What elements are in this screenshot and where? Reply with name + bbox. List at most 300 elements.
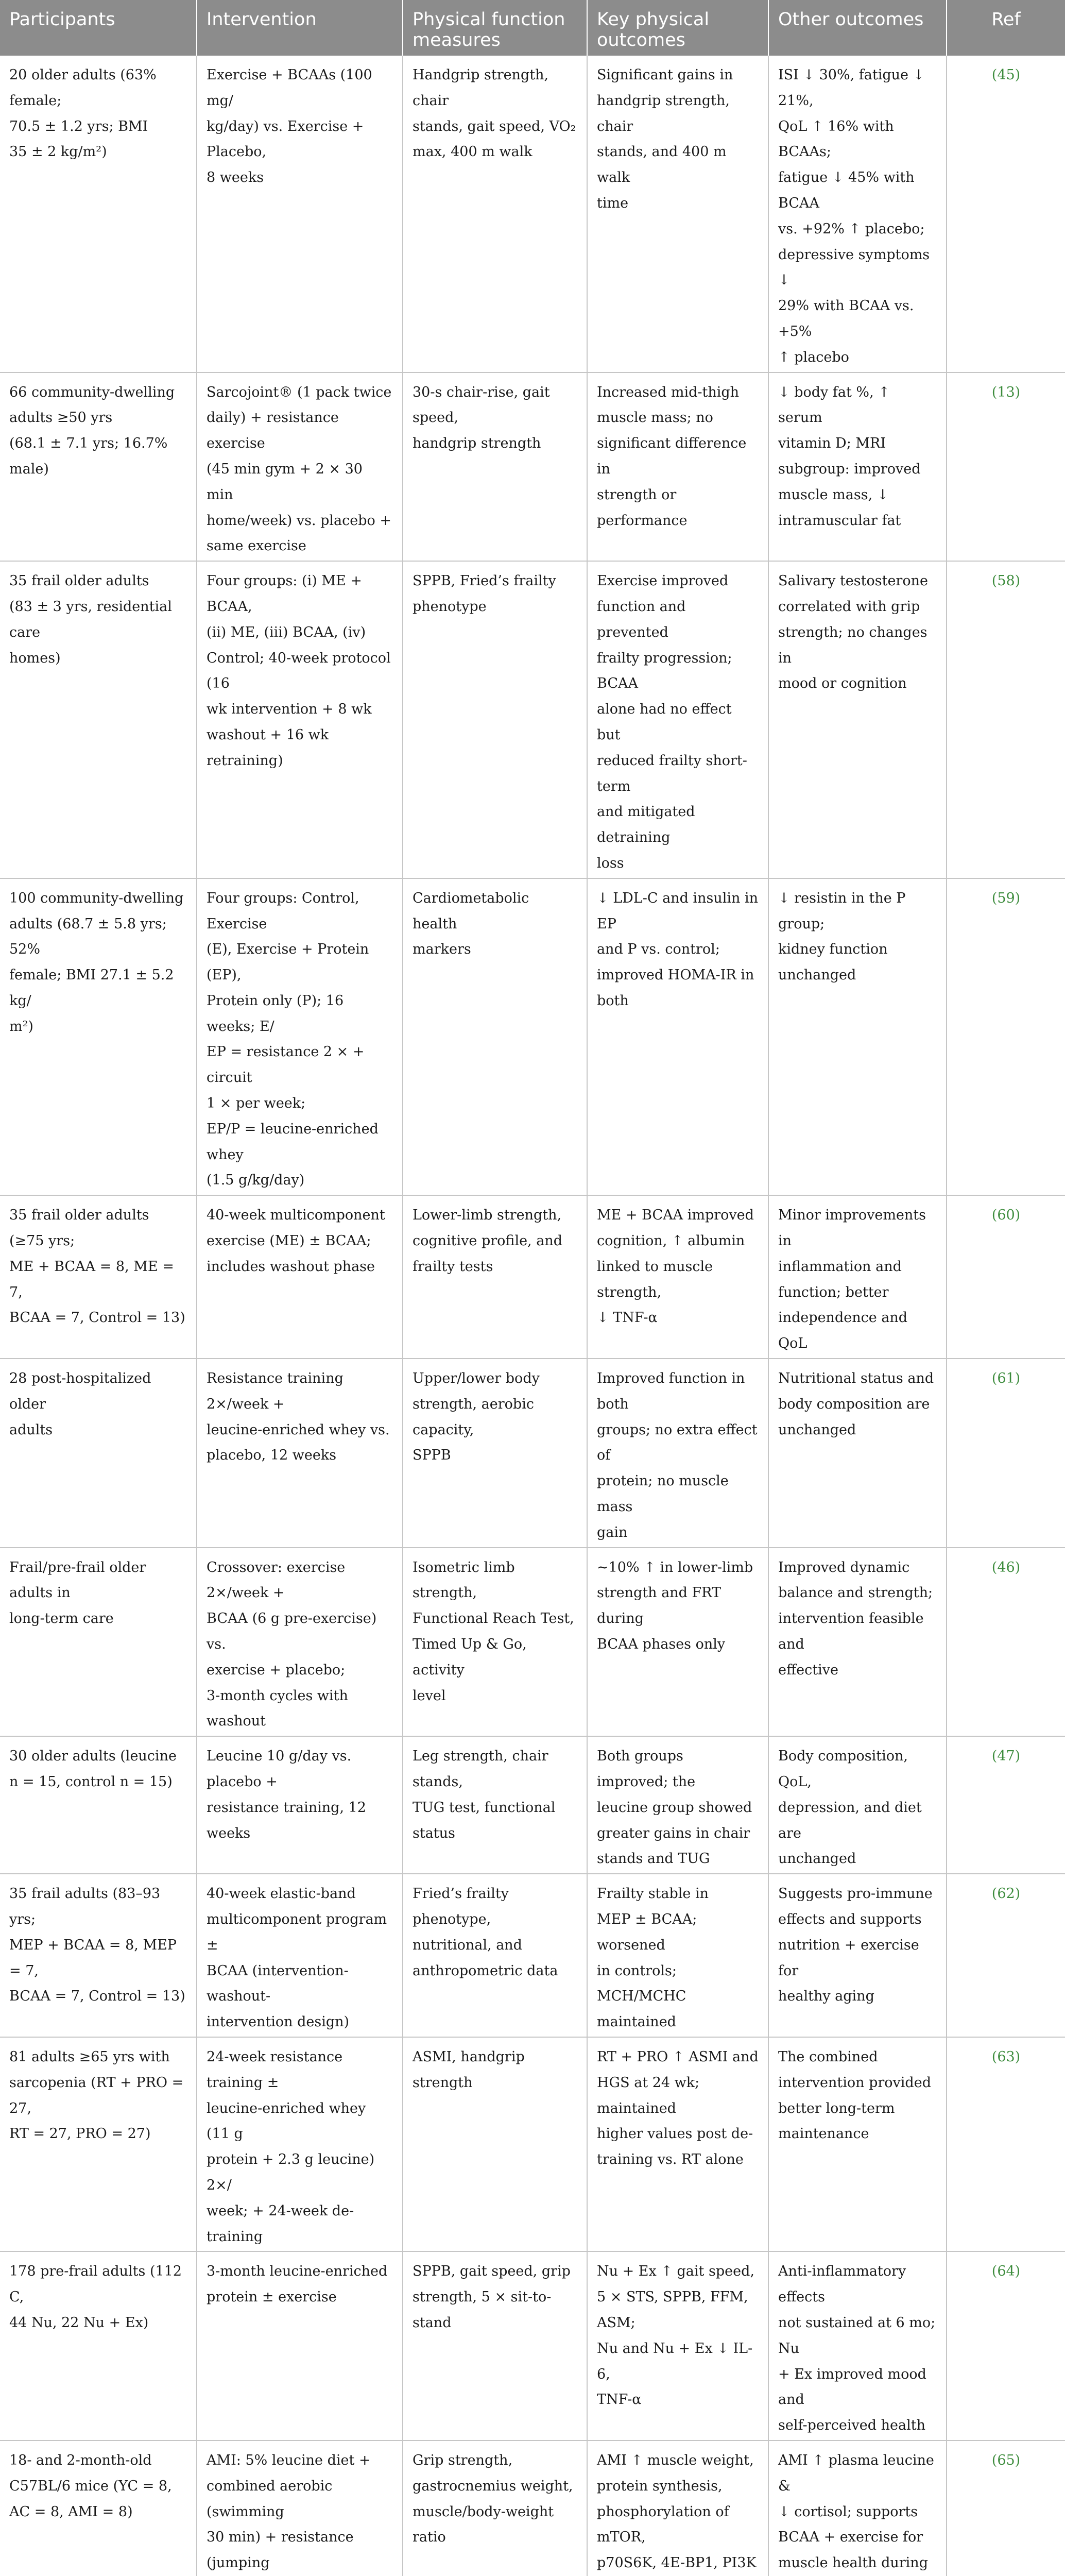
cell-text-line: ↓ LDL-C and insulin in EP — [597, 886, 759, 937]
cell-text-line: (E), Exercise + Protein (EP), — [207, 937, 393, 988]
header-physical-function-measures: Physical function measures — [403, 0, 587, 56]
cell-text-line: 66 community-dwelling — [9, 380, 187, 405]
cell-text-line: Suggests pro-immune — [778, 1881, 937, 1907]
participants-cell — [0, 878, 197, 1196]
cell-text-line: 40-week multicomponent — [207, 1202, 393, 1228]
cell-text-line: 35 frail older adults — [9, 568, 187, 594]
cell-text-line: intervention design) — [207, 2009, 393, 2035]
table-row — [0, 1736, 1065, 1874]
cell-text-line: linked to muscle strength, — [597, 1254, 759, 1306]
cell-text-line: sarcopenia (RT + PRO = 27, — [9, 2070, 187, 2122]
key-physical-outcomes-cell — [587, 2251, 768, 2441]
participants-cell — [0, 561, 197, 878]
cell-text-line: intervention provided — [778, 2070, 937, 2096]
cell-text-line: phosphorylation of mTOR, — [597, 2499, 759, 2551]
cell-text-line: BCAA (6 g pre-exercise) vs. — [207, 1606, 393, 1657]
ref-cell — [947, 56, 1065, 372]
other-outcomes-cell — [768, 2037, 947, 2251]
cell-text-line: max, 400 m walk — [413, 139, 577, 165]
cell-text-line: 3-month leucine-enriched — [207, 2259, 393, 2284]
cell-text-line: homes) — [9, 646, 187, 671]
cell-text-line: mood or cognition — [778, 671, 937, 697]
cell-text-line: placebo, 12 weeks — [207, 1443, 393, 1468]
cell-text-line: effective — [778, 1657, 937, 1683]
reference-link[interactable]: (45) — [992, 67, 1020, 83]
cell-text-line: 20 older adults (63% female; — [9, 62, 187, 114]
cell-text-line: 29% with BCAA vs. +5% — [778, 293, 937, 345]
cell-text-line: Cardiometabolic health — [413, 886, 577, 937]
cell-text-line: + Ex improved mood and — [778, 2362, 937, 2413]
cell-text-line: adults (68.7 ± 5.8 yrs; 52% — [9, 911, 187, 963]
cell-text-line: 70.5 ± 1.2 yrs; BMI — [9, 114, 187, 140]
cell-text-line: includes washout phase — [207, 1254, 393, 1280]
cell-text-line: healthy aging — [778, 1984, 937, 2009]
cell-text-line: MEP ± BCAA; worsened — [597, 1907, 759, 1958]
ref-cell — [947, 1359, 1065, 1548]
cell-text-line: washout + 16 wk retraining) — [207, 722, 393, 774]
participants-cell — [0, 1359, 197, 1548]
cell-text-line: TNF-α — [597, 2387, 759, 2413]
cell-text-line: Four groups: Control, Exercise — [207, 886, 393, 937]
cell-text-line: (ii) ME, (iii) BCAA, (iv) — [207, 620, 393, 646]
cell-text-line: strength or performance — [597, 482, 759, 534]
cell-text-line: SPPB, Fried’s frailty — [413, 568, 577, 594]
other-outcomes-cell — [768, 372, 947, 562]
other-outcomes-cell — [768, 1874, 947, 2037]
header-participants: Participants — [0, 0, 197, 56]
cell-text-line: Leg strength, chair stands, — [413, 1743, 577, 1795]
cell-text-line: daily) + resistance exercise — [207, 405, 393, 456]
cell-text-line: intramuscular fat — [778, 508, 937, 534]
cell-text-line: 100 community-dwelling — [9, 886, 187, 911]
cell-text-line: 24-week resistance training ± — [207, 2044, 393, 2096]
reference-link[interactable]: (47) — [992, 1748, 1020, 1764]
cell-text-line: leucine group showed — [597, 1795, 759, 1821]
cell-text-line: Isometric limb strength, — [413, 1555, 577, 1606]
cell-text-line: (1.5 g/kg/day) — [207, 1167, 393, 1193]
cell-text-line: Upper/lower body — [413, 1366, 577, 1392]
cell-text-line: time — [597, 191, 759, 216]
cell-text-line: 35 ± 2 kg/m²) — [9, 139, 187, 165]
table-row — [0, 2251, 1065, 2441]
cell-text-line: strength, 5 × sit-to-stand — [413, 2284, 577, 2336]
cell-text-line: correlated with grip — [778, 594, 937, 620]
cell-text-line: Improved dynamic — [778, 1555, 937, 1581]
cell-text-line: function; better — [778, 1280, 937, 1306]
physical-function-measures-cell — [403, 878, 587, 1196]
ref-cell — [947, 1195, 1065, 1359]
cell-text-line: handgrip strength — [413, 431, 577, 456]
cell-text-line: muscle/body-weight ratio — [413, 2499, 577, 2551]
cell-text-line: Nu and Nu + Ex ↓ IL-6, — [597, 2336, 759, 2387]
intervention-cell — [197, 1874, 403, 2037]
cell-text-line: effects and supports — [778, 1907, 937, 1933]
cell-text-line: exercise (ME) ± BCAA; — [207, 1228, 393, 1254]
cell-text-line: Increased mid-thigh — [597, 380, 759, 405]
cell-text-line: level — [413, 1683, 577, 1709]
cell-text-line: Functional Reach Test, — [413, 1606, 577, 1632]
cell-text-line: Both groups improved; the — [597, 1743, 759, 1795]
cell-text-line: nutritional, and — [413, 1933, 577, 1958]
table-body — [0, 56, 1065, 2576]
table-row — [0, 56, 1065, 372]
cell-text-line: 35 frail adults (83–93 yrs; — [9, 1881, 187, 1933]
other-outcomes-cell — [768, 2441, 947, 2576]
cell-text-line: anthropometric data — [413, 1958, 577, 1984]
cell-text-line: inflammation and — [778, 1254, 937, 1280]
cell-text-line: ISI ↓ 30%, fatigue ↓ 21%, — [778, 62, 937, 114]
physical-function-measures-cell — [403, 1195, 587, 1359]
cell-text-line: Sarcojoint® (1 pack twice — [207, 380, 393, 405]
intervention-cell — [197, 2251, 403, 2441]
table-row — [0, 878, 1065, 1196]
table-row — [0, 1359, 1065, 1548]
cell-text-line: n = 15, control n = 15) — [9, 1769, 187, 1795]
participants-cell — [0, 372, 197, 562]
intervention-cell — [197, 1195, 403, 1359]
cell-text-line: Lower-limb strength, — [413, 1202, 577, 1228]
cell-text-line: The combined — [778, 2044, 937, 2070]
ref-cell — [947, 878, 1065, 1196]
cell-text-line: Exercise improved — [597, 568, 759, 594]
key-physical-outcomes-cell — [587, 372, 768, 562]
cell-text-line: phenotype — [413, 594, 577, 620]
ref-cell — [947, 561, 1065, 878]
participants-cell — [0, 1874, 197, 2037]
cell-text-line: Nu + Ex ↑ gait speed, — [597, 2259, 759, 2284]
key-physical-outcomes-cell — [587, 561, 768, 878]
cell-text-line: week; + 24-week de-training — [207, 2198, 393, 2250]
cell-text-line: muscle mass, ↓ — [778, 482, 937, 508]
participants-cell — [0, 1736, 197, 1874]
cell-text-line: unchanged — [778, 962, 937, 988]
reference-link[interactable]: (62) — [992, 1886, 1020, 1902]
cell-text-line: leucine-enriched whey vs. — [207, 1417, 393, 1443]
key-physical-outcomes-cell — [587, 2037, 768, 2251]
cell-text-line: 30 older adults (leucine — [9, 1743, 187, 1769]
cell-text-line: training vs. RT alone — [597, 2147, 759, 2173]
cell-text-line: kidney function — [778, 937, 937, 962]
cell-text-line: Protein only (P); 16 weeks; E/ — [207, 988, 393, 1040]
cell-text-line: gastrocnemius weight, — [413, 2473, 577, 2499]
physical-function-measures-cell — [403, 56, 587, 372]
cell-text-line: function and prevented — [597, 594, 759, 646]
cell-text-line: p70S6K, 4E-BP1, PI3K — [597, 2550, 759, 2576]
cell-text-line: Improved function in both — [597, 1366, 759, 1417]
key-physical-outcomes-cell — [587, 1548, 768, 1737]
cell-text-line: Significant gains in — [597, 62, 759, 88]
cell-text-line: (83 ± 3 yrs, residential care — [9, 594, 187, 646]
cell-text-line: loss — [597, 851, 759, 876]
cell-text-line: frailty tests — [413, 1254, 577, 1280]
cell-text-line: protein synthesis, — [597, 2473, 759, 2499]
physical-function-measures-cell — [403, 1736, 587, 1874]
cell-text-line: alone had no effect but — [597, 697, 759, 748]
other-outcomes-cell — [768, 561, 947, 878]
cell-text-line: and P vs. control; — [597, 937, 759, 962]
cell-text-line: higher values post de- — [597, 2121, 759, 2147]
cell-text-line: muscle health during — [778, 2550, 937, 2576]
table-row — [0, 2037, 1065, 2251]
cell-text-line: wk intervention + 8 wk — [207, 697, 393, 722]
reference-link[interactable]: (61) — [992, 1370, 1020, 1386]
cell-text-line: adults ≥50 yrs — [9, 405, 187, 431]
cell-text-line: significant difference in — [597, 431, 759, 482]
intervention-cell — [197, 561, 403, 878]
physical-function-measures-cell — [403, 1359, 587, 1548]
cell-text-line: intervention feasible and — [778, 1606, 937, 1657]
cell-text-line: greater gains in chair — [597, 1821, 759, 1846]
cell-text-line: protein + 2.3 g leucine) 2×/ — [207, 2147, 393, 2198]
cell-text-line: 30-s chair-rise, gait speed, — [413, 380, 577, 431]
physical-function-measures-cell — [403, 1874, 587, 2037]
cell-text-line: independence and QoL — [778, 1305, 937, 1357]
cell-text-line: maintenance — [778, 2121, 937, 2147]
key-physical-outcomes-cell — [587, 878, 768, 1196]
cell-text-line: self-perceived health — [778, 2413, 937, 2438]
header-intervention: Intervention — [197, 0, 403, 56]
cell-text-line: groups; no extra effect of — [597, 1417, 759, 1469]
cell-text-line: 8 weeks — [207, 165, 393, 191]
physical-function-measures-cell — [403, 2251, 587, 2441]
cell-text-line: EP/P = leucine-enriched whey — [207, 1116, 393, 1168]
cell-text-line: in controls; MCH/MCHC — [597, 1958, 759, 2010]
cell-text-line: strength, aerobic capacity, — [413, 1392, 577, 1443]
other-outcomes-cell — [768, 56, 947, 372]
reference-link[interactable]: (13) — [992, 384, 1020, 400]
cell-text-line: RT + PRO ↑ ASMI and — [597, 2044, 759, 2070]
other-outcomes-cell — [768, 1195, 947, 1359]
cell-text-line: (68.1 ± 7.1 yrs; 16.7% male) — [9, 431, 187, 482]
cell-text-line: SPPB, gait speed, grip — [413, 2259, 577, 2284]
intervention-cell — [197, 1359, 403, 1548]
intervention-cell — [197, 372, 403, 562]
cell-text-line: C57BL/6 mice (YC = 8, — [9, 2473, 187, 2499]
cell-text-line: exercise + placebo; — [207, 1657, 393, 1683]
cell-text-line: Resistance training 2×/week + — [207, 1366, 393, 1417]
cell-text-line: AMI ↑ muscle weight, — [597, 2448, 759, 2473]
cell-text-line: Anti-inflammatory effects — [778, 2259, 937, 2310]
cell-text-line: improved HOMA-IR in — [597, 962, 759, 988]
cell-text-line: Nutritional status and — [778, 1366, 937, 1392]
key-physical-outcomes-cell — [587, 1195, 768, 1359]
cell-text-line: HGS at 24 wk; maintained — [597, 2070, 759, 2122]
other-outcomes-cell — [768, 2251, 947, 2441]
cell-text-line: BCAA = 7, Control = 13) — [9, 1984, 187, 2009]
cell-text-line: handgrip strength, chair — [597, 88, 759, 140]
cell-text-line: MEP + BCAA = 8, MEP = 7, — [9, 1933, 187, 1984]
cell-text-line: stands, and 400 m walk — [597, 139, 759, 191]
cell-text-line: muscle mass; no — [597, 405, 759, 431]
cell-text-line: BCAA = 7, Control = 13) — [9, 1305, 187, 1331]
cell-text-line: 3-month cycles with washout — [207, 1683, 393, 1735]
header-other-outcomes: Other outcomes — [768, 0, 947, 56]
cell-text-line: AMI ↑ plasma leucine & — [778, 2448, 937, 2499]
intervention-cell — [197, 1736, 403, 1874]
cell-text-line: Handgrip strength, chair — [413, 62, 577, 114]
header-ref: Ref — [947, 0, 1065, 56]
cell-text-line: Control; 40-week protocol (16 — [207, 646, 393, 697]
cell-text-line: protein; no muscle mass — [597, 1468, 759, 1520]
cell-text-line: EP = resistance 2 × + circuit — [207, 1039, 393, 1091]
reference-link[interactable]: (65) — [992, 2452, 1020, 2468]
intervention-cell — [197, 2037, 403, 2251]
cell-text-line: 81 adults ≥65 yrs with — [9, 2044, 187, 2070]
reference-link[interactable]: (63) — [992, 2049, 1020, 2065]
header-key-physical-outcomes: Key physical outcomes — [587, 0, 768, 56]
cell-text-line: Timed Up & Go, activity — [413, 1632, 577, 1683]
cell-text-line: BCAA (intervention-washout- — [207, 1958, 393, 2010]
cell-text-line: Grip strength, — [413, 2448, 577, 2473]
cell-text-line: balance and strength; — [778, 1580, 937, 1606]
cell-text-line: 28 post-hospitalized older — [9, 1366, 187, 1417]
cell-text-line: same exercise — [207, 533, 393, 559]
cell-text-line: adults — [9, 1417, 187, 1443]
cell-text-line: ↓ cortisol; supports — [778, 2499, 937, 2525]
participants-cell — [0, 1548, 197, 1737]
cell-text-line: cognitive profile, and — [413, 1228, 577, 1254]
cell-text-line: female; BMI 27.1 ± 5.2 kg/ — [9, 962, 187, 1014]
cell-text-line: Salivary testosterone — [778, 568, 937, 594]
cell-text-line: fatigue ↓ 45% with BCAA — [778, 165, 937, 216]
cell-text-line: Frail/pre-frail older adults in — [9, 1555, 187, 1606]
cell-text-line: BCAA + exercise for — [778, 2524, 937, 2550]
cell-text-line: Four groups: (i) ME + BCAA, — [207, 568, 393, 620]
cell-text-line: AC = 8, AMI = 8) — [9, 2499, 187, 2525]
cell-text-line: nutrition + exercise for — [778, 1933, 937, 1984]
cell-text-line: leucine-enriched whey (11 g — [207, 2096, 393, 2147]
key-physical-outcomes-cell — [587, 1736, 768, 1874]
intervention-cell — [197, 2441, 403, 2576]
cell-text-line: body composition are — [778, 1392, 937, 1417]
other-outcomes-cell — [768, 1736, 947, 1874]
participants-cell — [0, 56, 197, 372]
cell-text-line: depressive symptoms ↓ — [778, 242, 937, 294]
cell-text-line: RT = 27, PRO = 27) — [9, 2121, 187, 2147]
cell-text-line: resistance training, 12 weeks — [207, 1795, 393, 1846]
reference-link[interactable]: (60) — [992, 1207, 1020, 1223]
cell-text-line: stands and TUG — [597, 1846, 759, 1872]
cell-text-line: Fried’s frailty phenotype, — [413, 1881, 577, 1933]
cell-text-line: QoL ↑ 16% with BCAAs; — [778, 114, 937, 165]
cell-text-line: ~10% ↑ in lower-limb — [597, 1555, 759, 1581]
table-row — [0, 1548, 1065, 1737]
cell-text-line: Exercise + BCAAs (100 mg/ — [207, 62, 393, 114]
cell-text-line: not sustained at 6 mo; Nu — [778, 2310, 937, 2362]
intervention-cell — [197, 1548, 403, 1737]
other-outcomes-cell — [768, 1548, 947, 1737]
cell-text-line: long-term care — [9, 1606, 187, 1632]
cell-text-line: SPPB — [413, 1443, 577, 1468]
cell-text-line: Crossover: exercise 2×/week + — [207, 1555, 393, 1606]
cell-text-line: 30 min) + resistance (jumping — [207, 2524, 393, 2576]
ref-cell — [947, 1874, 1065, 2037]
cell-text-line: Frailty stable in — [597, 1881, 759, 1907]
cell-text-line: 18- and 2-month-old — [9, 2448, 187, 2473]
cell-text-line: Body composition, QoL, — [778, 1743, 937, 1795]
reference-link[interactable]: (59) — [992, 890, 1020, 906]
cell-text-line: 40-week elastic-band — [207, 1881, 393, 1907]
cell-text-line: ME + BCAA improved — [597, 1202, 759, 1228]
cell-text-line: 35 frail older adults (≥75 yrs; — [9, 1202, 187, 1254]
cell-text-line: reduced frailty short-term — [597, 748, 759, 800]
cell-text-line: and mitigated detraining — [597, 799, 759, 851]
cell-text-line: protein ± exercise — [207, 2284, 393, 2310]
cell-text-line: vitamin D; MRI — [778, 431, 937, 456]
cell-text-line: 44 Nu, 22 Nu + Ex) — [9, 2310, 187, 2336]
cell-text-line: combined aerobic (swimming — [207, 2473, 393, 2525]
cell-text-line: better long-term — [778, 2096, 937, 2122]
reference-link[interactable]: (58) — [992, 573, 1020, 589]
cell-text-line: cognition, ↑ albumin — [597, 1228, 759, 1254]
cell-text-line: strength and FRT during — [597, 1580, 759, 1632]
table-row — [0, 372, 1065, 562]
cell-text-line: frailty progression; BCAA — [597, 646, 759, 697]
ref-cell — [947, 1736, 1065, 1874]
ref-cell — [947, 2251, 1065, 2441]
other-outcomes-cell — [768, 878, 947, 1196]
cell-text-line: subgroup: improved — [778, 456, 937, 482]
cell-text-line: unchanged — [778, 1846, 937, 1872]
cell-text-line: Leucine 10 g/day vs. placebo + — [207, 1743, 393, 1795]
other-outcomes-cell — [768, 1359, 947, 1548]
reference-link[interactable]: (64) — [992, 2263, 1020, 2279]
intervention-cell — [197, 878, 403, 1196]
participants-cell — [0, 1195, 197, 1359]
cell-text-line: vs. +92% ↑ placebo; — [778, 216, 937, 242]
cell-text-line: ↓ resistin in the P group; — [778, 886, 937, 937]
physical-function-measures-cell — [403, 372, 587, 562]
reference-link[interactable]: (46) — [992, 1560, 1020, 1575]
cell-text-line: 5 × STS, SPPB, FFM, ASM; — [597, 2284, 759, 2336]
cell-text-line: (45 min gym + 2 × 30 min — [207, 456, 393, 508]
table-row — [0, 561, 1065, 878]
cell-text-line: stands, gait speed, VO₂ — [413, 114, 577, 140]
cell-text-line: both — [597, 988, 759, 1014]
ref-cell — [947, 372, 1065, 562]
cell-text-line: ME + BCAA = 8, ME = 7, — [9, 1254, 187, 1306]
cell-text-line: markers — [413, 937, 577, 962]
cell-text-line: BCAA phases only — [597, 1632, 759, 1657]
cell-text-line: ↓ body fat %, ↑ serum — [778, 380, 937, 431]
cell-text-line: multicomponent program ± — [207, 1907, 393, 1958]
ref-cell — [947, 1548, 1065, 1737]
intervention-cell — [197, 56, 403, 372]
cell-text-line: depression, and diet are — [778, 1795, 937, 1846]
cell-text-line: unchanged — [778, 1417, 937, 1443]
cell-text-line: 178 pre-frail adults (112 C, — [9, 2259, 187, 2310]
cell-text-line: m²) — [9, 1014, 187, 1040]
key-physical-outcomes-cell — [587, 1874, 768, 2037]
table-row — [0, 1195, 1065, 1359]
key-physical-outcomes-cell — [587, 1359, 768, 1548]
cell-text-line: maintained — [597, 2009, 759, 2035]
key-physical-outcomes-cell — [587, 56, 768, 372]
physical-function-measures-cell — [403, 2037, 587, 2251]
cell-text-line: ASMI, handgrip strength — [413, 2044, 577, 2096]
table-header-row — [0, 0, 1065, 56]
physical-function-measures-cell — [403, 561, 587, 878]
cell-text-line: home/week) vs. placebo + — [207, 508, 393, 534]
cell-text-line: ↑ placebo — [778, 345, 937, 370]
participants-cell — [0, 2037, 197, 2251]
cell-text-line: strength; no changes in — [778, 620, 937, 671]
physical-function-measures-cell — [403, 1548, 587, 1737]
cell-text-line: gain — [597, 1520, 759, 1546]
participants-cell — [0, 2441, 197, 2576]
key-physical-outcomes-cell — [587, 2441, 768, 2576]
table-row — [0, 1874, 1065, 2037]
